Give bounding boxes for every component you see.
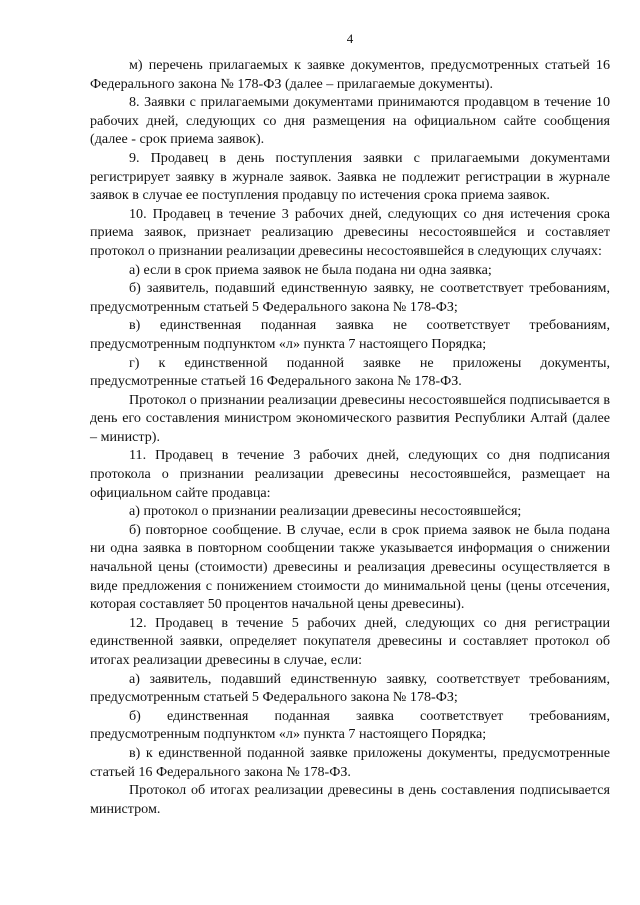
paragraph-m-attached-documents: м) перечень прилагаемых к заявке документов, предусмотренных статьей 16 Федерального закона № 178-ФЗ (далее – прилагаемые документы). — [90, 57, 610, 92]
paragraph-8: 8. Заявки с прилагаемыми документами принимаются продавцом в течение 10 рабочих дней, следующих со дня размещения на официальном сайте сообщения (далее - срок приема заявок). — [90, 94, 610, 148]
document-page — [90, 30, 610, 818]
paragraph-12: 12. Продавец в течение 5 рабочих дней, следующих со дня регистрации единственной заявки, определяет покупателя древесины и составляет протокол об итогах реализации древесины в случае, если: — [90, 614, 610, 668]
paragraph-11-a: а) протокол о признании реализации древесины несостоявшейся; — [129, 503, 522, 520]
paragraph-results-protocol: Протокол об итогах реализации древесины в день составления подписывается министром. — [90, 782, 610, 817]
paragraph-12-v: в) к единственной поданной заявке приложены документы, предусмотренные статьей 16 Федерального закона № 178-ФЗ. — [90, 744, 610, 780]
paragraph-protocol-signing: Протокол о признании реализации древесины несостоявшейся подписывается в день его составления министром экономического развития Республики Алтай (далее – министр). — [90, 391, 610, 445]
paragraph-10-a: а) если в срок приема заявок не была подана ни одна заявка; — [129, 261, 492, 278]
paragraph-10-g: г) к единственной поданной заявке не приложены документы, предусмотренные статьей 16 Федерального закона № 178-ФЗ. — [90, 354, 610, 390]
paragraph-9: 9. Продавец в день поступления заявки с прилагаемыми документами регистрирует заявку в журнале заявок. Заявка не подлежит регистрации в журнале заявок в случае ее поступления продавцу по истечения срока приема заявок. — [90, 149, 610, 204]
paragraph-12-a: а) заявитель, подавший единственную заявку, соответствует требованиям, предусмотренным статьей 5 Федерального закона № 178-ФЗ; — [90, 670, 610, 706]
page-number: 4 — [346, 31, 354, 46]
paragraph-11: 11. Продавец в течение 3 рабочих дней, следующих со дня подписания протокола о признании реализации древесины несостоявшейся, размещает на официальном сайте продавца: — [90, 447, 610, 501]
paragraph-12-b: б) единственная поданная заявка соответствует требованиям, предусмотренным подпунктом «л» пункта 7 настоящего Порядка; — [90, 707, 610, 743]
paragraph-10-v: в) единственная поданная заявка не соответствует требованиям, предусмотренным подпунктом «л» пункта 7 настоящего Порядка; — [90, 317, 610, 352]
paragraph-10: 10. Продавец в течение 3 рабочих дней, следующих со дня истечения срока приема заявок, признает реализацию древесины несостоявшейся и составляет протокол о признании реализации древесины несостоявшейся в следующих случаях: — [90, 205, 610, 259]
paragraph-11-b: б) повторное сообщение. В случае, если в срок приема заявок не была подана ни одна заявка в повторном сообщении также указывается информация о снижении начальной цены (стоимости) древесины и реализация древесины осуществляется в виде предложения с понижением стоимости до минимальной цены (цены отсечения, которая составляет 50 процентов начальной цены древесины). — [90, 521, 610, 613]
paragraph-10-b: б) заявитель, подавший единственную заявку, не соответствует требованиям, предусмотренным статьей 5 Федерального закона № 178-ФЗ; — [90, 280, 610, 315]
